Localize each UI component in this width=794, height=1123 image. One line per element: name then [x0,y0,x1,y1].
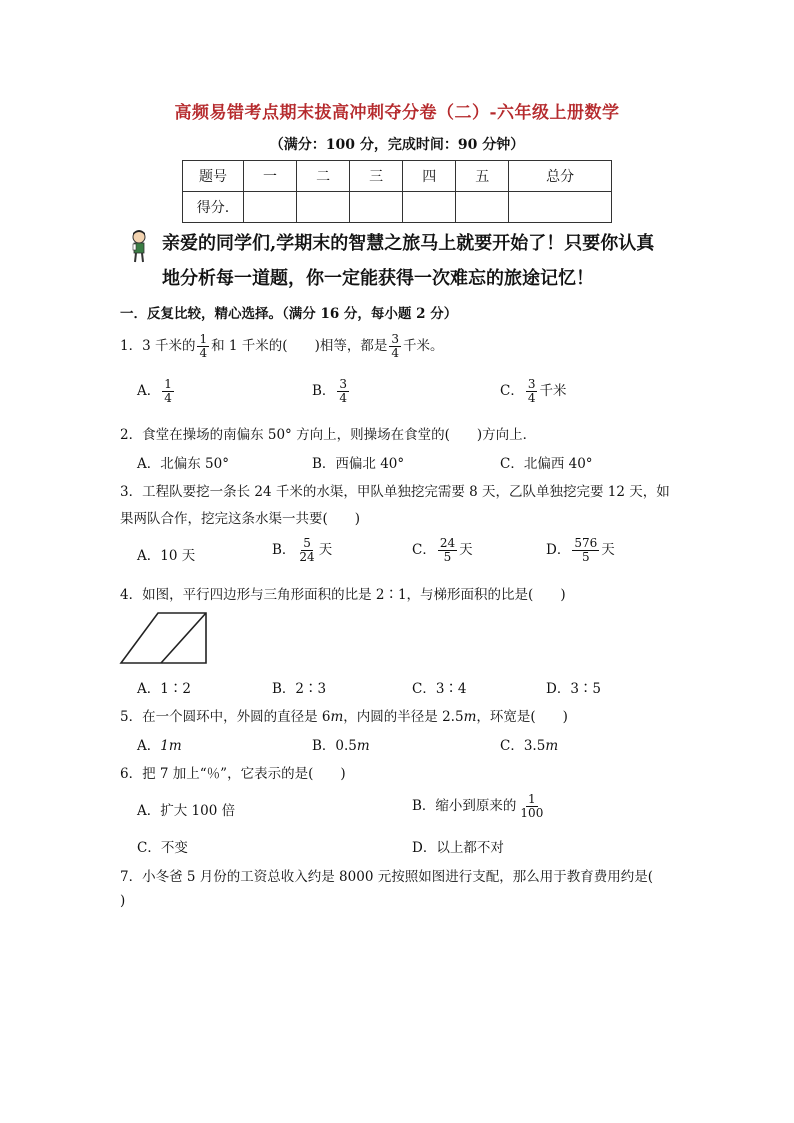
q5-option-c[interactable]: C．3.5m [500,738,559,754]
question-7-line-1: 7．小冬爸 5 月份的工资总收入约是 8000 元按照如图进行支配，那么用于教育费用约是( [120,869,653,885]
score-cell[interactable] [509,192,612,223]
q1-option-c[interactable]: C． $\frac{3}{4}$ 千米 [500,377,567,405]
score-header-cell: 总分 [509,161,612,192]
q5-option-a[interactable]: A．1m [137,738,182,754]
question-7-line-2: ) [120,893,126,909]
trapezoid-figure [118,610,210,666]
score-cell[interactable] [244,192,297,223]
q1-option-a[interactable]: A． $\frac{1}{4}$ [137,377,172,405]
score-cell[interactable] [456,192,509,223]
question-2: 2．食堂在操场的南偏东 50° 方向上，则操场在食堂的( )方向上． [120,427,537,443]
question-text: 和 1 千米的( )相等，都是 [211,338,388,354]
q2-option-a[interactable]: A．北偏东 50° [137,456,229,472]
question-6: 6．把 7 加上“％”，它表示的是( ) [120,766,346,782]
q2-option-c[interactable]: C．北偏西 40° [500,456,593,472]
q6-option-b[interactable]: B．缩小到原来的 $\frac{1}{100}$ [412,792,544,820]
q3-option-a[interactable]: A．10 天 [137,548,196,564]
q6-option-c[interactable]: C．不变 [137,840,188,856]
intro-line-1: 亲爱的同学们,学期末的智慧之旅马上就要开始了！只要你认真 [162,233,655,254]
score-table [182,160,612,223]
score-header-cell: 二 [297,161,350,192]
q4-option-b[interactable]: B．2∶3 [272,681,327,697]
page-subtitle: （满分：100 分，完成时间：90 分钟） [269,137,525,153]
score-header-cell: 题号 [183,161,244,192]
q4-option-c[interactable]: C．3∶4 [412,681,467,697]
score-table-header-row [183,161,612,192]
fraction: $\frac{3}{4}$ [391,332,399,360]
q6-option-d[interactable]: D．以上都不对 [412,840,504,856]
score-table-score-row [183,192,612,223]
question-text: 1．3 千米的 [120,338,196,354]
question-5: 5．在一个圆环中，外圆的直径是 6m，内圆的半径是 2.5m，环宽是( ) [120,709,568,725]
question-1 [120,333,443,360]
q4-option-d[interactable]: D．3∶5 [546,681,602,697]
q1-option-b[interactable]: B． $\frac{3}{4}$ [312,377,348,405]
score-header-cell: 三 [350,161,403,192]
score-cell[interactable] [350,192,403,223]
score-header-cell: 四 [403,161,456,192]
q2-option-b[interactable]: B．西偏北 40° [312,456,405,472]
score-row-label: 得分. [183,192,244,223]
student-mascot-icon [128,230,150,264]
question-4: 4．如图，平行四边形与三角形面积的比是 2∶1，与梯形面积的比是( ) [120,587,566,603]
q3-option-d[interactable]: D． $\frac{576}{5}$ 天 [546,536,615,564]
question-3-line-2: 果两队合作，挖完这条水渠一共要( ) [120,511,361,527]
q3-option-b[interactable]: B． $\frac{5}{24}$ 天 [272,536,333,564]
q3-option-c[interactable]: C． $\frac{24}{5}$ 天 [412,536,473,564]
fraction: $\frac{1}{4}$ [199,332,208,360]
question-3-line-1: 3．工程队要挖一条长 24 千米的水渠，甲队单独挖完需要 8 天，乙队单独挖完要 12 天，如 [120,484,670,500]
intro-line-2: 地分析每一道题，你一定能获得一次难忘的旅途记忆！ [162,268,594,289]
question-text: 千米。 [402,338,444,354]
score-cell[interactable] [297,192,350,223]
score-header-cell: 五 [456,161,509,192]
q6-option-a[interactable]: A．扩大 100 倍 [137,803,236,819]
section-heading: 一．反复比较，精心选择。（满分 16 分，每小题 2 分） [120,306,458,322]
score-cell[interactable] [403,192,456,223]
page-title: 高频易错考点期末拔高冲刺夺分卷（二）-六年级上册数学 [174,103,620,123]
score-header-cell: 一 [244,161,297,192]
q5-option-b[interactable]: B．0.5m [312,738,370,754]
q4-option-a[interactable]: A．1∶2 [137,681,191,697]
